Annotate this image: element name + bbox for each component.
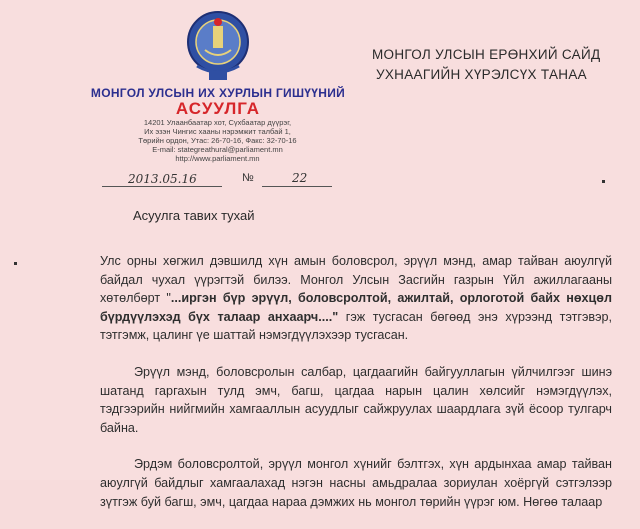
body-paragraph-3: Эрдэм боловсролтой, эрүүл монгол хүнийг бэлтгэх, хүн ардынхаа амар тайван аюулгүй байдлыг хамгаалахад нэгэн насны амьдралаа зориулан хоёргүй сэтгэлээр зүтгэж буй багш, эмч, цагдаа нараа дэмжих нь монгол төрийн үүрэг юм. Нөгөө талаар — [100, 457, 612, 509]
margin-mark — [14, 262, 17, 265]
date-underline — [102, 186, 222, 187]
subject-line: Асуулга тавих тухай — [133, 208, 255, 223]
body-paragraph-2: Эрүүл мэнд, боловсролын салбар, цагдаагийн байгууллагын үйлчилгээг шинэ шатанд гаргахын тулд эмч, багш, цагдаа нарын цалин хөлсийг нэмэгдүүлэх, тэдгээрийн нийгмийн хамгааллын асуудлыг сайжруулах шаардлага зүй ёсоор тулгарч байна. — [100, 364, 612, 435]
address-line: Төрийн ордон, Утас: 26-70-16, Факс: 32-70-16 — [138, 136, 297, 145]
date-number-line — [92, 172, 342, 188]
website-line: http://www.parliament.mn — [175, 154, 260, 163]
state-emblem-icon — [185, 6, 251, 84]
email-line: E-mail: stategreathural@parliament.mn — [152, 145, 283, 154]
number-label: № — [242, 172, 254, 184]
paragraph-text: Улс орны хөгжил дэвшилд хүн амын боловсрол, эрүүл мэнд, амар тайван аюулгүй байдал чухал үүрэгтэй билээ. Монгол Улсын Засгийн газрын Үйл ажиллагааны хөтөлбөрт " — [100, 254, 612, 306]
margin-mark — [602, 180, 605, 183]
address-line: 14201 Улаанбаатар хот, Сүхбаатар дүүрэг, — [143, 118, 292, 127]
document-type-title: АСУУЛГА — [175, 99, 261, 118]
handwritten-date: 2013.05.16 — [128, 172, 197, 186]
letterhead-address — [120, 118, 315, 163]
recipient-block — [372, 45, 600, 85]
recipient-line-1: МОНГОЛ УЛСЫН ЕРӨНХИЙ САЙД — [372, 47, 601, 62]
handwritten-number: 22 — [292, 171, 308, 185]
organization-name: МОНГОЛ УЛСЫН ИХ ХУРЛЫН ГИШҮҮНИЙ — [90, 86, 346, 100]
address-line: Их эзэн Чингис хааны нэрэмжит талбай 1, — [144, 127, 291, 136]
body-paragraph-1 — [100, 252, 612, 345]
letter-body — [100, 252, 612, 529]
recipient-line-2: УХНААГИЙН ХҮРЭЛСҮХ ТАНАА — [376, 67, 587, 82]
paragraph-text: гэж тусгасан бөгөөд энэ хүрээнд тэтгэвэр, тэтгэмж, цалинг үе шаттай нэмэгдүүлэхээр тусгасан. — [100, 309, 612, 343]
quoted-program-text: ...иргэн бүр эрүүл, боловсролтой, ажилтай, орлоготой байх нөхцөл бүрдүүлэхэд бүх талаар анхаарч...." — [100, 291, 612, 324]
number-underline — [262, 186, 332, 187]
